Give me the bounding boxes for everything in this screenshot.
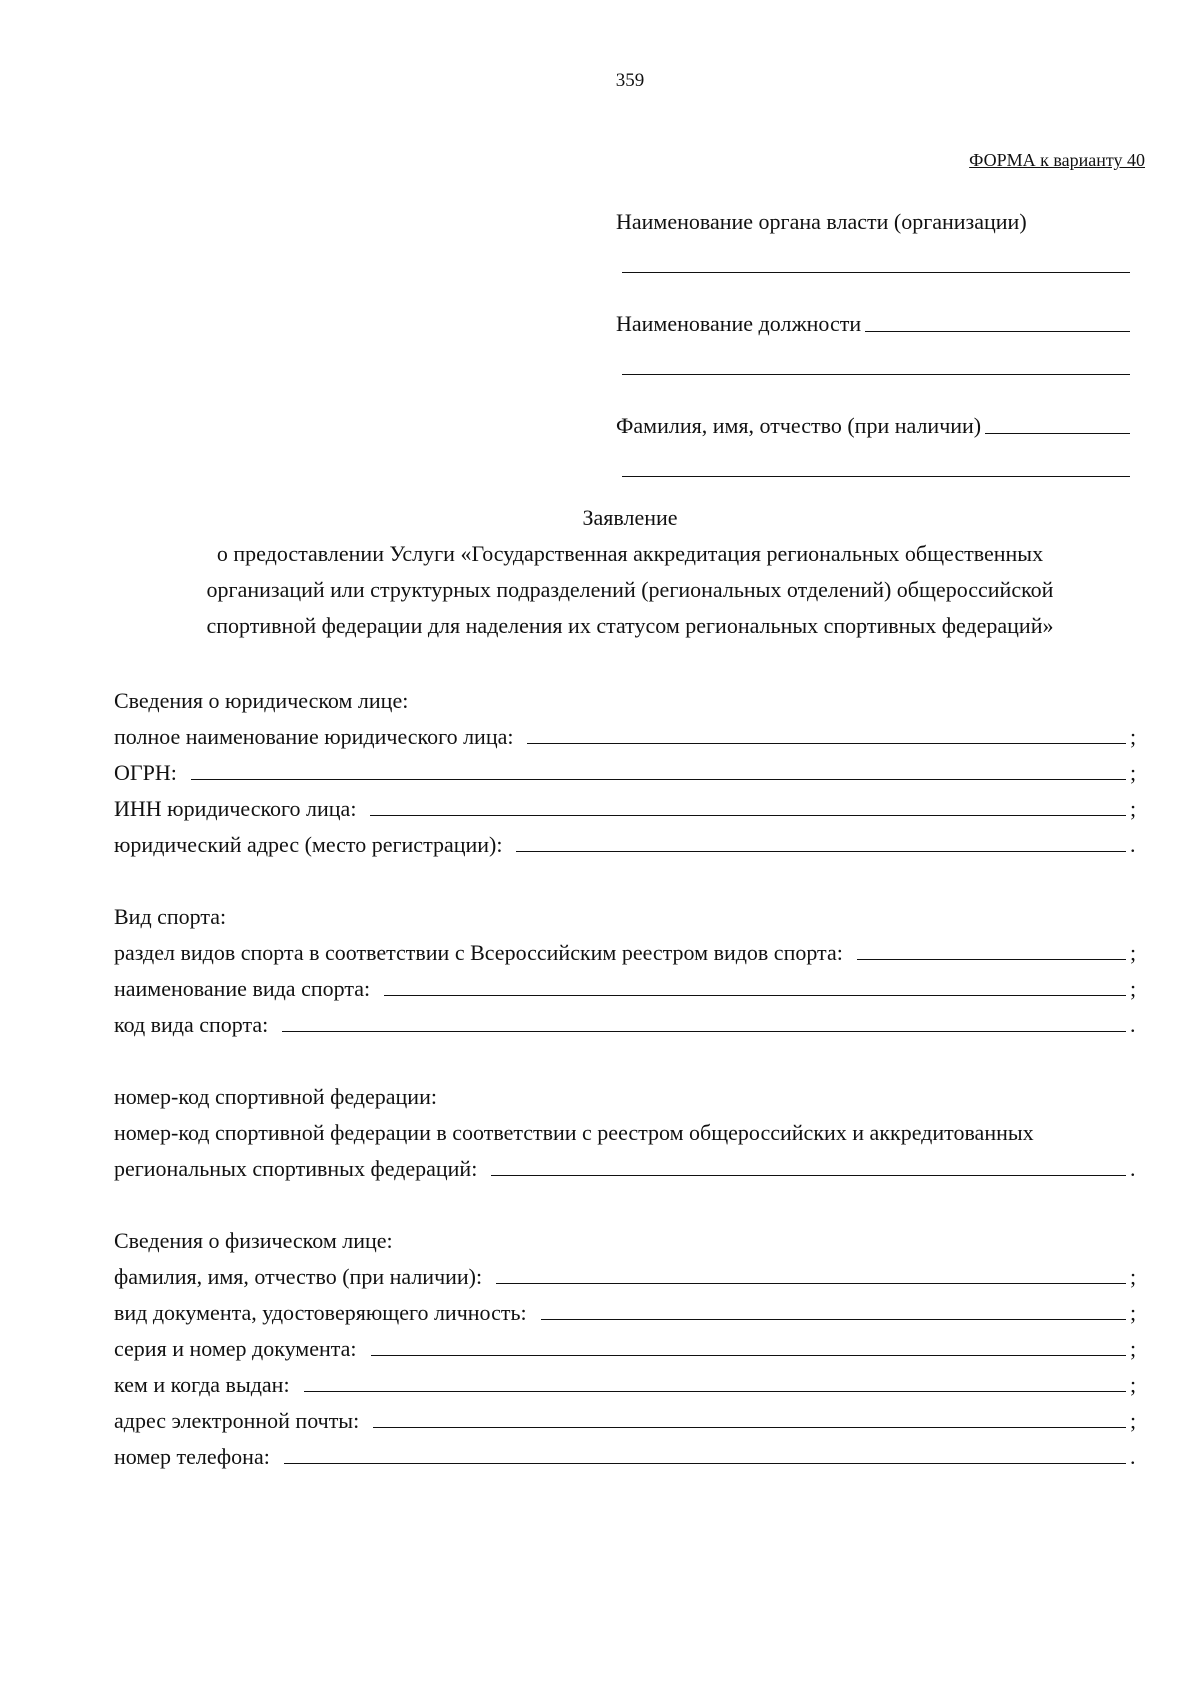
- legal-address-label: юридический адрес (место регистрации):: [114, 832, 503, 857]
- page-number: 359: [615, 70, 645, 91]
- email-label: адрес электронной почты:: [114, 1408, 360, 1433]
- ogrn-field[interactable]: [191, 779, 1126, 780]
- form-reference: ФОРМА к варианту 40: [969, 150, 1145, 170]
- addressee-block: [616, 205, 1130, 511]
- period: .: [1130, 1444, 1136, 1469]
- ogrn-label: ОГРН:: [114, 760, 177, 785]
- federation-line-1: номер-код спортивной федерации в соответствии с реестром общероссийских и аккредитованных: [114, 1120, 1034, 1145]
- legal-full-name-field[interactable]: [527, 743, 1126, 744]
- individual-fio-label: фамилия, имя, отчество (при наличии):: [114, 1264, 483, 1289]
- position-line: [616, 307, 1130, 337]
- position-field-continued[interactable]: [622, 374, 1130, 375]
- individual-heading: Сведения о физическом лице:: [114, 1228, 393, 1253]
- federation-code-label: региональных спортивных федераций:: [114, 1156, 478, 1181]
- authority-field[interactable]: [622, 272, 1130, 273]
- position-label: Наименование должности: [616, 311, 862, 336]
- semicolon: ;: [1130, 796, 1137, 821]
- semicolon: ;: [1130, 1372, 1137, 1397]
- phone-label: номер телефона:: [114, 1444, 270, 1469]
- semicolon: ;: [1130, 1264, 1137, 1289]
- fio-label: Фамилия, имя, отчество (при наличии): [616, 413, 982, 438]
- legal-address-row: [114, 822, 1138, 858]
- title-line-1: о предоставлении Услуги «Государственная аккредитация региональных общественных: [216, 541, 1044, 566]
- federation-heading: номер-код спортивной федерации:: [114, 1084, 437, 1109]
- period: .: [1130, 1156, 1136, 1181]
- period: .: [1130, 1012, 1136, 1037]
- sport-heading: Вид спорта:: [114, 904, 227, 929]
- email-field[interactable]: [373, 1427, 1126, 1428]
- semicolon: ;: [1130, 760, 1137, 785]
- title-line-2: организаций или структурных подразделений (региональных отделений) общероссийской: [206, 577, 1054, 602]
- sport-name-field[interactable]: [384, 995, 1126, 996]
- sport-code-field[interactable]: [282, 1031, 1126, 1032]
- title-heading: Заявление: [582, 505, 678, 530]
- semicolon: ;: [1130, 1300, 1137, 1325]
- position-field[interactable]: [865, 331, 1130, 332]
- doc-number-label: серия и номер документа:: [114, 1336, 357, 1361]
- authority-line: [616, 205, 1130, 235]
- form-body: [114, 678, 1138, 1470]
- semicolon: ;: [1130, 940, 1137, 965]
- doc-type-field[interactable]: [541, 1319, 1126, 1320]
- doc-issued-label: кем и когда выдан:: [114, 1372, 290, 1397]
- fio-field-continued[interactable]: [622, 476, 1130, 477]
- semicolon: ;: [1130, 1408, 1137, 1433]
- inn-field[interactable]: [370, 815, 1126, 816]
- fio-line: [616, 409, 1130, 439]
- semicolon: ;: [1130, 976, 1137, 1001]
- doc-type-row: [114, 1290, 1138, 1326]
- doc-issued-field[interactable]: [304, 1391, 1126, 1392]
- sport-code-label: код вида спорта:: [114, 1012, 269, 1037]
- doc-issued-row: [114, 1362, 1138, 1398]
- sport-code-row: [114, 1002, 1138, 1038]
- doc-number-field[interactable]: [371, 1355, 1126, 1356]
- inn-row: [114, 786, 1138, 822]
- doc-number-row: [114, 1326, 1138, 1362]
- individual-fio-field[interactable]: [496, 1283, 1126, 1284]
- phone-field[interactable]: [284, 1463, 1126, 1464]
- federation-code-field[interactable]: [491, 1175, 1126, 1176]
- ogrn-row: [114, 750, 1138, 786]
- legal-full-name-label: полное наименование юридического лица:: [114, 724, 514, 749]
- inn-label: ИНН юридического лица:: [114, 796, 357, 821]
- email-row: [114, 1398, 1138, 1434]
- federation-code-row: [114, 1146, 1138, 1182]
- legal-full-name-row: [114, 714, 1138, 750]
- sport-name-label: наименование вида спорта:: [114, 976, 371, 1001]
- sport-section-label: раздел видов спорта в соответствии с Всероссийским реестром видов спорта:: [114, 940, 843, 965]
- phone-row: [114, 1434, 1138, 1470]
- semicolon: ;: [1130, 724, 1137, 749]
- legal-address-field[interactable]: [516, 851, 1126, 852]
- fio-field[interactable]: [985, 433, 1130, 434]
- sport-section-row: [114, 930, 1138, 966]
- doc-type-label: вид документа, удостоверяющего личность:: [114, 1300, 527, 1325]
- semicolon: ;: [1130, 1336, 1137, 1361]
- sport-section-field[interactable]: [857, 959, 1126, 960]
- legal-entity-heading: Сведения о юридическом лице:: [114, 688, 409, 713]
- individual-fio-row: [114, 1254, 1138, 1290]
- period: .: [1130, 832, 1136, 857]
- authority-label: Наименование органа власти (организации): [616, 209, 1027, 234]
- title-line-3: спортивной федерации для наделения их статусом региональных спортивных федераций»: [206, 613, 1054, 638]
- sport-name-row: [114, 966, 1138, 1002]
- application-title: [140, 500, 1120, 644]
